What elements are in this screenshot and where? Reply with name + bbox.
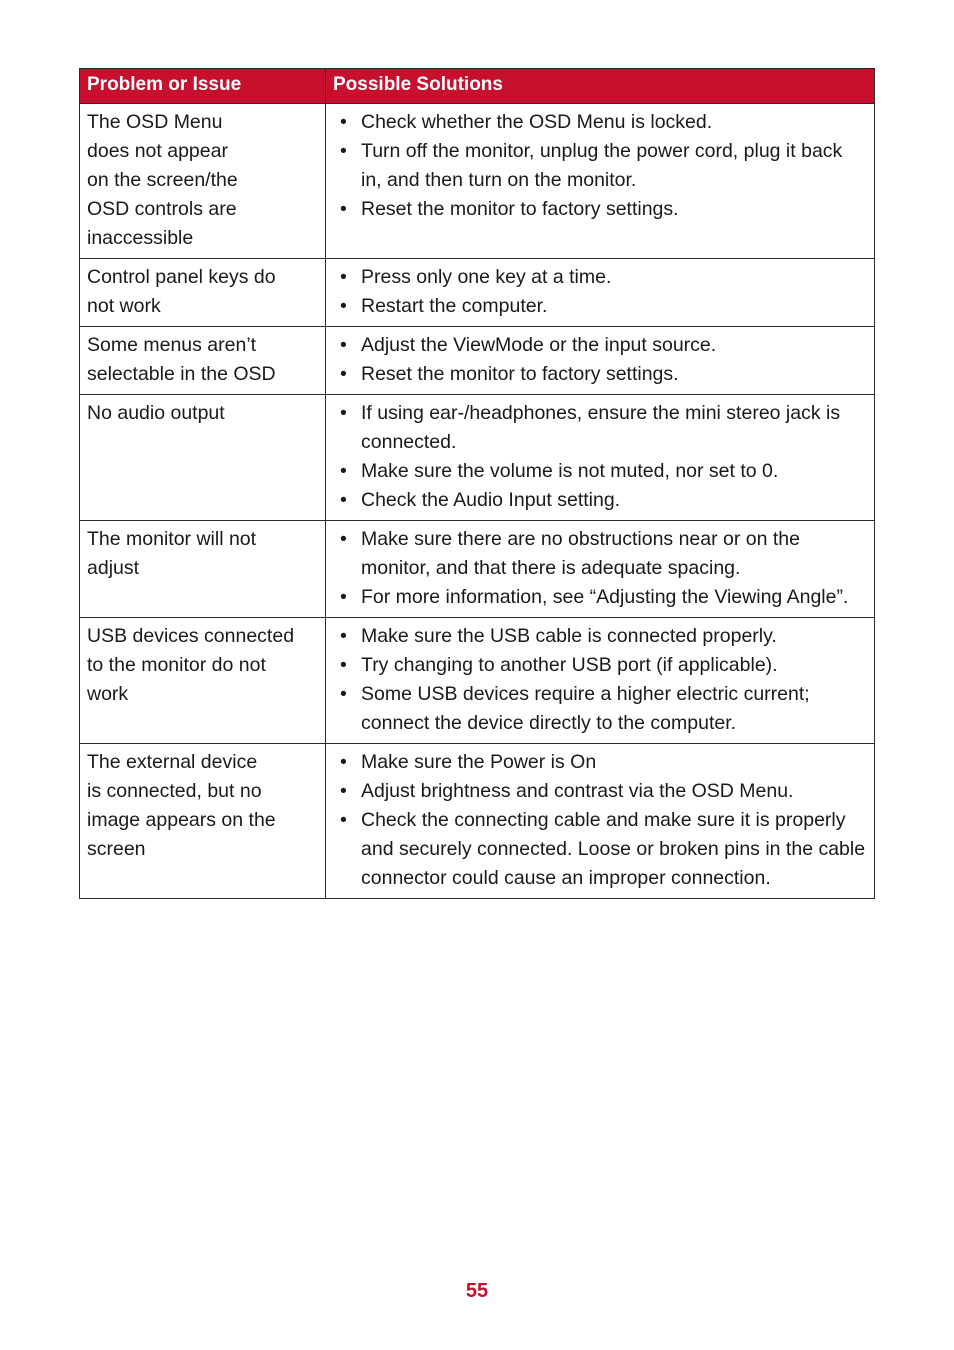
solution-item: • Adjust the ViewMode or the input source.: [361, 331, 867, 360]
solutions-cell: [326, 521, 875, 618]
solution-item: • If using ear-/headphones, ensure the mini stereo jack is connected.: [361, 399, 867, 457]
solution-item: • Try changing to another USB port (if applicable).: [361, 651, 867, 680]
table-row: [80, 104, 875, 259]
problem-text: The OSD Menu does not appear on the screen/the OSD controls are inaccessible: [87, 111, 238, 249]
solution-item: • Check the Audio Input setting.: [361, 486, 867, 515]
problem-cell: [80, 395, 326, 521]
header-solutions: Possible Solutions: [326, 69, 875, 104]
solutions-cell: [326, 744, 875, 899]
problem-text: USB devices connected to the monitor do not work: [87, 625, 295, 705]
problem-cell: [80, 104, 326, 259]
problem-text: Some menus aren’t selectable in the OSD: [87, 334, 276, 385]
solutions-list: [333, 331, 867, 389]
solution-item: • Check whether the OSD Menu is locked.: [361, 108, 867, 137]
problem-text: The monitor will not adjust: [87, 528, 257, 579]
solution-item: • Adjust brightness and contrast via the OSD Menu.: [361, 777, 867, 806]
solutions-cell: [326, 327, 875, 395]
solution-item: • Restart the computer.: [361, 292, 867, 321]
problem-text: The external device is connected, but no image appears on the screen: [87, 751, 276, 860]
solution-item: • Reset the monitor to factory settings.: [361, 195, 867, 224]
solution-item: • Reset the monitor to factory settings.: [361, 360, 867, 389]
solution-item: • Turn off the monitor, unplug the power cord, plug it back in, and then turn on the monitor.: [361, 137, 867, 195]
table-row: [80, 618, 875, 744]
solutions-cell: [326, 259, 875, 327]
table-row: [80, 259, 875, 327]
problem-cell: [80, 744, 326, 899]
header-problem: Problem or Issue: [80, 69, 326, 104]
table-row: [80, 744, 875, 899]
problem-cell: [80, 327, 326, 395]
solution-item: • Press only one key at a time.: [361, 263, 867, 292]
problem-text: Control panel keys do not work: [87, 266, 276, 317]
table-row: [80, 521, 875, 618]
problem-cell: [80, 521, 326, 618]
solutions-list: [333, 399, 867, 515]
page-number: 55: [465, 1280, 489, 1302]
solution-item: • For more information, see “Adjusting the Viewing Angle”.: [361, 583, 867, 612]
solutions-cell: [326, 618, 875, 744]
solutions-cell: [326, 395, 875, 521]
table-row: [80, 395, 875, 521]
solutions-list: [333, 525, 867, 612]
table-row: [80, 327, 875, 395]
solutions-cell: [326, 104, 875, 259]
solution-item: • Some USB devices require a higher electric current; connect the device directly to the computer.: [361, 680, 867, 738]
problem-cell: [80, 259, 326, 327]
table-header-row: [80, 69, 875, 104]
solutions-list: [333, 622, 867, 738]
problem-cell: [80, 618, 326, 744]
problem-text: No audio output: [87, 402, 225, 424]
solution-item: • Make sure the volume is not muted, nor set to 0.: [361, 457, 867, 486]
solutions-list: [333, 748, 867, 893]
solution-item: • Make sure there are no obstructions near or on the monitor, and that there is adequate spacing.: [361, 525, 867, 583]
troubleshooting-table: [79, 68, 875, 899]
solutions-list: [333, 263, 867, 321]
solution-item: • Check the connecting cable and make sure it is properly and securely connected. Loose or broken pins in the cable connector could cause an improper connection.: [361, 806, 867, 893]
solutions-list: [333, 108, 867, 224]
solution-item: • Make sure the USB cable is connected properly.: [361, 622, 867, 651]
solution-item: • Make sure the Power is On: [361, 748, 867, 777]
